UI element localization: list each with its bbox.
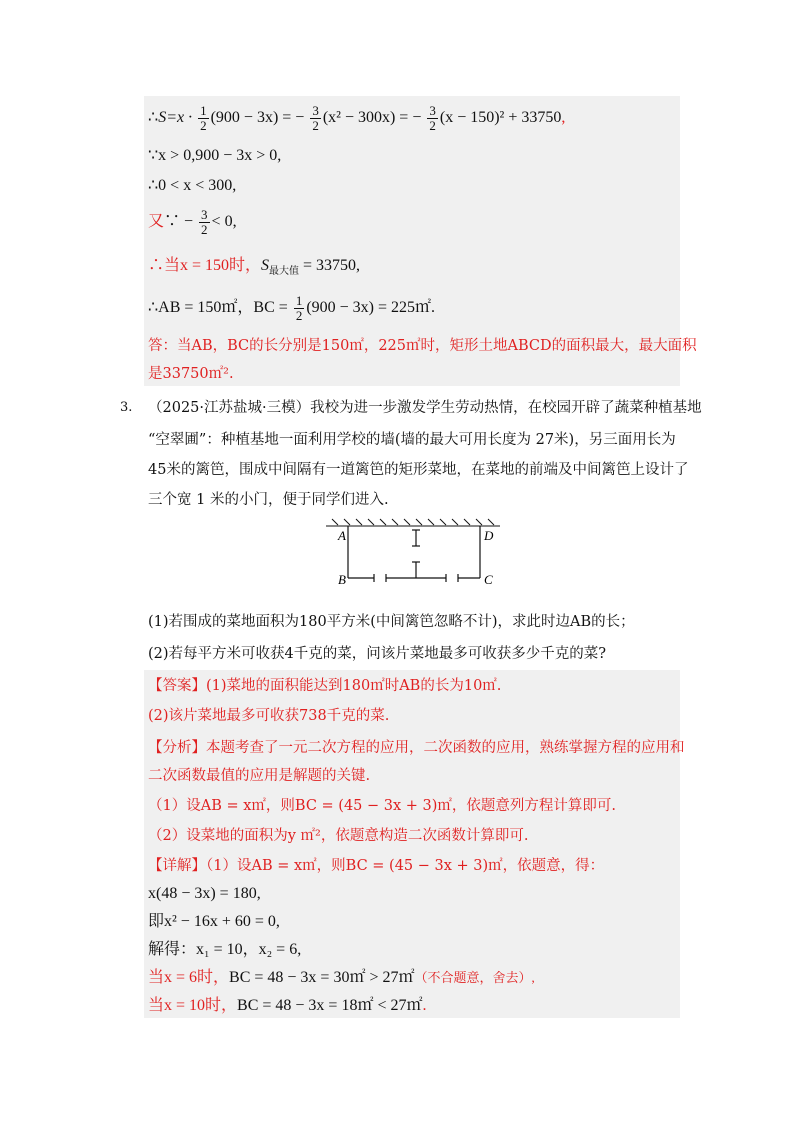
analysis-step-1: （1）设AB = x㎡，则BC = (45 − 3x + 3)㎡，依题意列方程计算即可. <box>148 798 617 814</box>
solution-line-1: ∴S=x · $\frac{1}{2}$ (900 − 3x) = − $\frac{3}{2}$ (x² − 300x) = − $\frac{3}{2}$ (x − 150)² + 33750, <box>148 103 566 133</box>
fence-lines <box>348 526 480 582</box>
detail-eq-3: 解得：x₁ = 10，x₂ = 6, <box>148 941 302 958</box>
answer-line-1: 【答案】(1)菜地的面积能达到180㎡时AB的长为10㎡. <box>148 678 502 694</box>
detail-eq-1: x(48 − 3x) = 180, <box>148 885 261 902</box>
analysis-line-1: 【分析】本题考查了一元二次方程的应用，二次函数的应用，熟练掌握方程的应用和 <box>148 740 685 756</box>
solution-line-2: ∵x > 0,900 − 3x > 0, <box>148 147 282 164</box>
label-C: C <box>484 572 493 587</box>
subquestion-2: (2)若每平方米可收获4千克的菜，问该片菜地最多可收获多少千克的菜? <box>148 646 607 662</box>
solution-line-4: 又∵ − $\frac{3}{2}$ < 0, <box>148 207 237 237</box>
solution-line-6: ∴AB = 150㎡，BC = $\frac{1}{2}$ (900 − 3x) = 225㎡. <box>148 293 436 323</box>
label-A: A <box>338 528 346 543</box>
solution-answer-line-1: 答：当AB，BC的长分别是150㎡，225㎡时，矩形土地ABCD的面积最大，最大面积 <box>148 338 697 354</box>
detail-line-1: 【详解】（1）设AB = x㎡，则BC = (45 − 3x + 3)㎡，依题意，得： <box>148 858 605 874</box>
detail-label: 【详解】 <box>148 858 206 874</box>
detail-eq-4: 当x = 6时，BC = 48 − 3x = 30㎡ > 27㎡（不合题意，舍去）, <box>148 969 535 986</box>
answer-label: 【答案】 <box>148 678 206 694</box>
question-line-3: 45米的篱笆，围成中间隔有一道篱笆的矩形菜地，在菜地的前端及中间篱笆上设计了 <box>148 462 689 478</box>
question-line-1: （2025·江苏盐城·三模）我校为进一步激发学生劳动热情，在校园开辟了蔬菜种植基地 <box>148 400 702 416</box>
label-B: B <box>338 572 346 587</box>
analysis-line-2: 二次函数最值的应用是解题的关键. <box>148 768 371 784</box>
question-number: 3. <box>120 400 133 415</box>
question-line-2: “空翠圃”：种植基地一面利用学校的墙(墙的最大可用长度为 27米)，另三面用长为 <box>148 432 676 448</box>
label-D: D <box>484 528 494 543</box>
solution-answer-line-2: 是33750㎡². <box>148 366 234 382</box>
answer-line-2: (2)该片菜地最多可收获738千克的菜. <box>148 708 390 724</box>
detail-eq-5: 当x = 10时，BC = 48 − 3x = 18㎡ < 27㎡. <box>148 997 427 1014</box>
wall-hatching <box>326 519 500 526</box>
solution-line-3: ∴0 < x < 300, <box>148 177 237 194</box>
subquestion-1: (1)若围成的菜地面积为180平方米(中间篱笆忽略不计)，求此时边AB的长； <box>148 614 635 630</box>
analysis-step-2: （2）设菜地的面积为y ㎡²，依题意构造二次函数计算即可. <box>148 828 529 844</box>
detail-eq-2: 即x² − 16x + 60 = 0, <box>148 913 280 930</box>
solution-line-5: ∴当x = 150时，$S_{最大值} = 33750$, <box>148 257 361 278</box>
question-line-4: 三个宽 1 米的小门，便于同学们进入. <box>148 492 389 508</box>
analysis-label: 【分析】 <box>148 740 206 756</box>
garden-diagram <box>322 518 522 596</box>
